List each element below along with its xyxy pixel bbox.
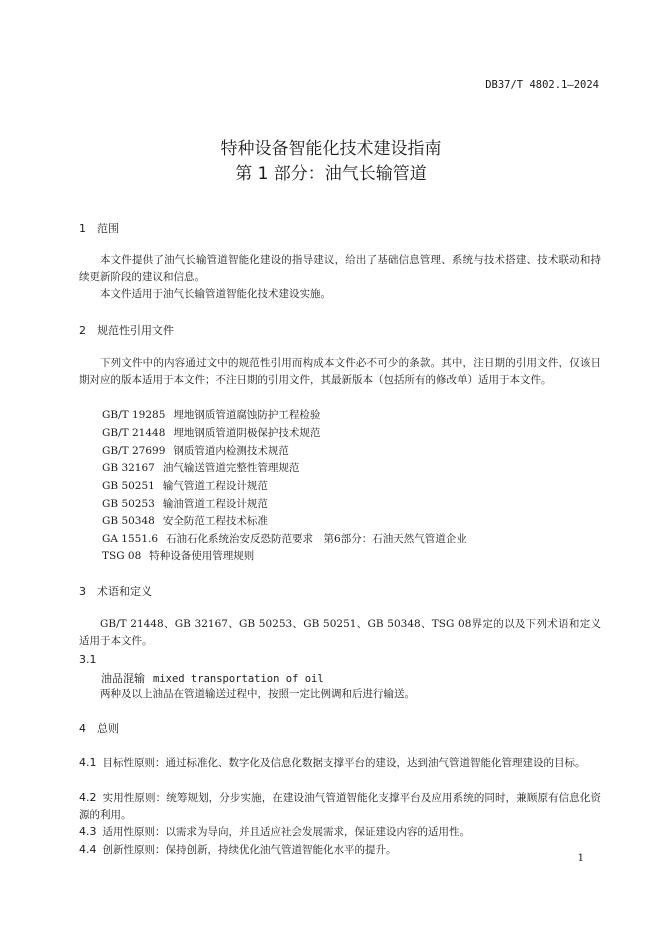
reference-title: 石油石化系统治安反恐防范要求 第6部分：石油天然气管道企业: [166, 533, 467, 545]
section-4-heading: [79, 720, 119, 736]
document-title: 特种设备智能化技术建设指南: [220, 139, 442, 159]
reference-title: 输气管道工程设计规范: [162, 480, 268, 492]
reference-title: 油气输送管道完整性管理规范: [162, 462, 300, 474]
principle-text: 目标性原则：通过标准化、数字化及信息化数据支撑平台的建设，达到油气管道智能化管理建设的目标。: [102, 757, 586, 769]
reference-title: 安全防范工程技术标准: [162, 515, 268, 527]
principle-text: 适用性原则：以需求为导向，并且适应社会发展需求，保证建设内容的适用性。: [102, 826, 470, 838]
section-2-heading: [79, 322, 174, 338]
reference-code: GB/T 21448: [102, 427, 166, 439]
reference-item: [102, 496, 268, 511]
section-number: 4: [79, 722, 86, 735]
clause-number: 4.4: [79, 843, 97, 856]
terms-intro: GB/T 21448、GB 32167、GB 50253、GB 50251、GB 50348、TSG 08界定的以及下列术语和定义适用于本文件。: [79, 618, 601, 647]
reference-item: [102, 478, 268, 493]
term-english: mixed transportation of oil: [153, 673, 324, 685]
reference-code: TSG 08: [102, 550, 142, 562]
reference-item: [102, 460, 299, 475]
principle-item: [79, 754, 601, 772]
reference-item: [102, 407, 320, 422]
page-number: 1: [577, 853, 584, 864]
reference-code: GA 1551.6: [102, 533, 159, 545]
term-chinese: 油品混输: [101, 672, 145, 685]
principle-text: 创新性原则：保持创新，持续优化油气管道智能化水平的提升。: [102, 844, 397, 856]
principle-text: 实用性原则：统筹规划，分步实施，在建设油气管道智能化支撑平台及应用系统的同时，兼顾原有信息化资源的利用。: [79, 792, 601, 821]
reference-title: 埋地钢质管道腐蚀防护工程检验: [173, 409, 321, 421]
section-title: 范围: [97, 222, 119, 235]
reference-code: GB 50251: [102, 480, 155, 492]
principle-item: [79, 841, 601, 859]
document-number: DB37/T 4802.1—2024: [485, 79, 599, 91]
section-title: 术语和定义: [97, 585, 152, 598]
section-title: 规范性引用文件: [97, 324, 174, 337]
term-definition: 两种及以上油品在管道输送过程中，按照一定比例调和后进行输送。: [100, 688, 415, 700]
clause-number: 4.2: [79, 791, 97, 804]
principle-item: [79, 789, 601, 824]
scope-paragraph-2: 本文件适用于油气长输管道智能化技术建设实施。: [100, 288, 331, 300]
scope-paragraph-1: 本文件提供了油气长输管道智能化建设的指导建议，给出了基础信息管理、系统与技术搭建、技术联动和持续更新阶段的建议和信息。: [79, 254, 601, 283]
document-subtitle: 第 1 部分：油气长输管道: [235, 164, 427, 184]
reference-item: [102, 513, 268, 528]
normative-references-intro: 下列文件中的内容通过文中的规范性引用而构成本文件必不可少的条款。其中，注日期的引用文件，仅该日期对应的版本适用于本文件；不注日期的引用文件，其最新版本（包括所有的修改单）适用于本文件。: [79, 357, 601, 386]
clause-number: 3.1: [79, 653, 97, 666]
reference-title: 钢质管道内检测技术规范: [173, 445, 289, 457]
reference-item: [102, 548, 254, 563]
reference-title: 埋地钢质管道阴极保护技术规范: [173, 427, 321, 439]
term-entry: [101, 670, 324, 686]
section-number: 3: [79, 585, 86, 598]
reference-code: GB/T 27699: [102, 445, 166, 457]
reference-title: 输油管道工程设计规范: [162, 498, 268, 510]
section-number: 1: [79, 222, 86, 235]
clause-number: 4.1: [79, 756, 97, 769]
reference-item: [102, 443, 289, 458]
reference-code: GB 50348: [102, 515, 155, 527]
reference-code: GB 50253: [102, 498, 155, 510]
section-number: 2: [79, 324, 86, 337]
reference-title: 特种设备使用管理规则: [149, 550, 255, 562]
reference-code: GB 32167: [102, 462, 155, 474]
section-title: 总则: [97, 722, 119, 735]
principle-item: [79, 823, 601, 841]
section-3-heading: [79, 583, 152, 599]
reference-item: [102, 425, 320, 440]
reference-item: [102, 531, 467, 546]
reference-code: GB/T 19285: [102, 409, 166, 421]
clause-number: 4.3: [79, 825, 97, 838]
section-1-heading: [79, 220, 119, 236]
